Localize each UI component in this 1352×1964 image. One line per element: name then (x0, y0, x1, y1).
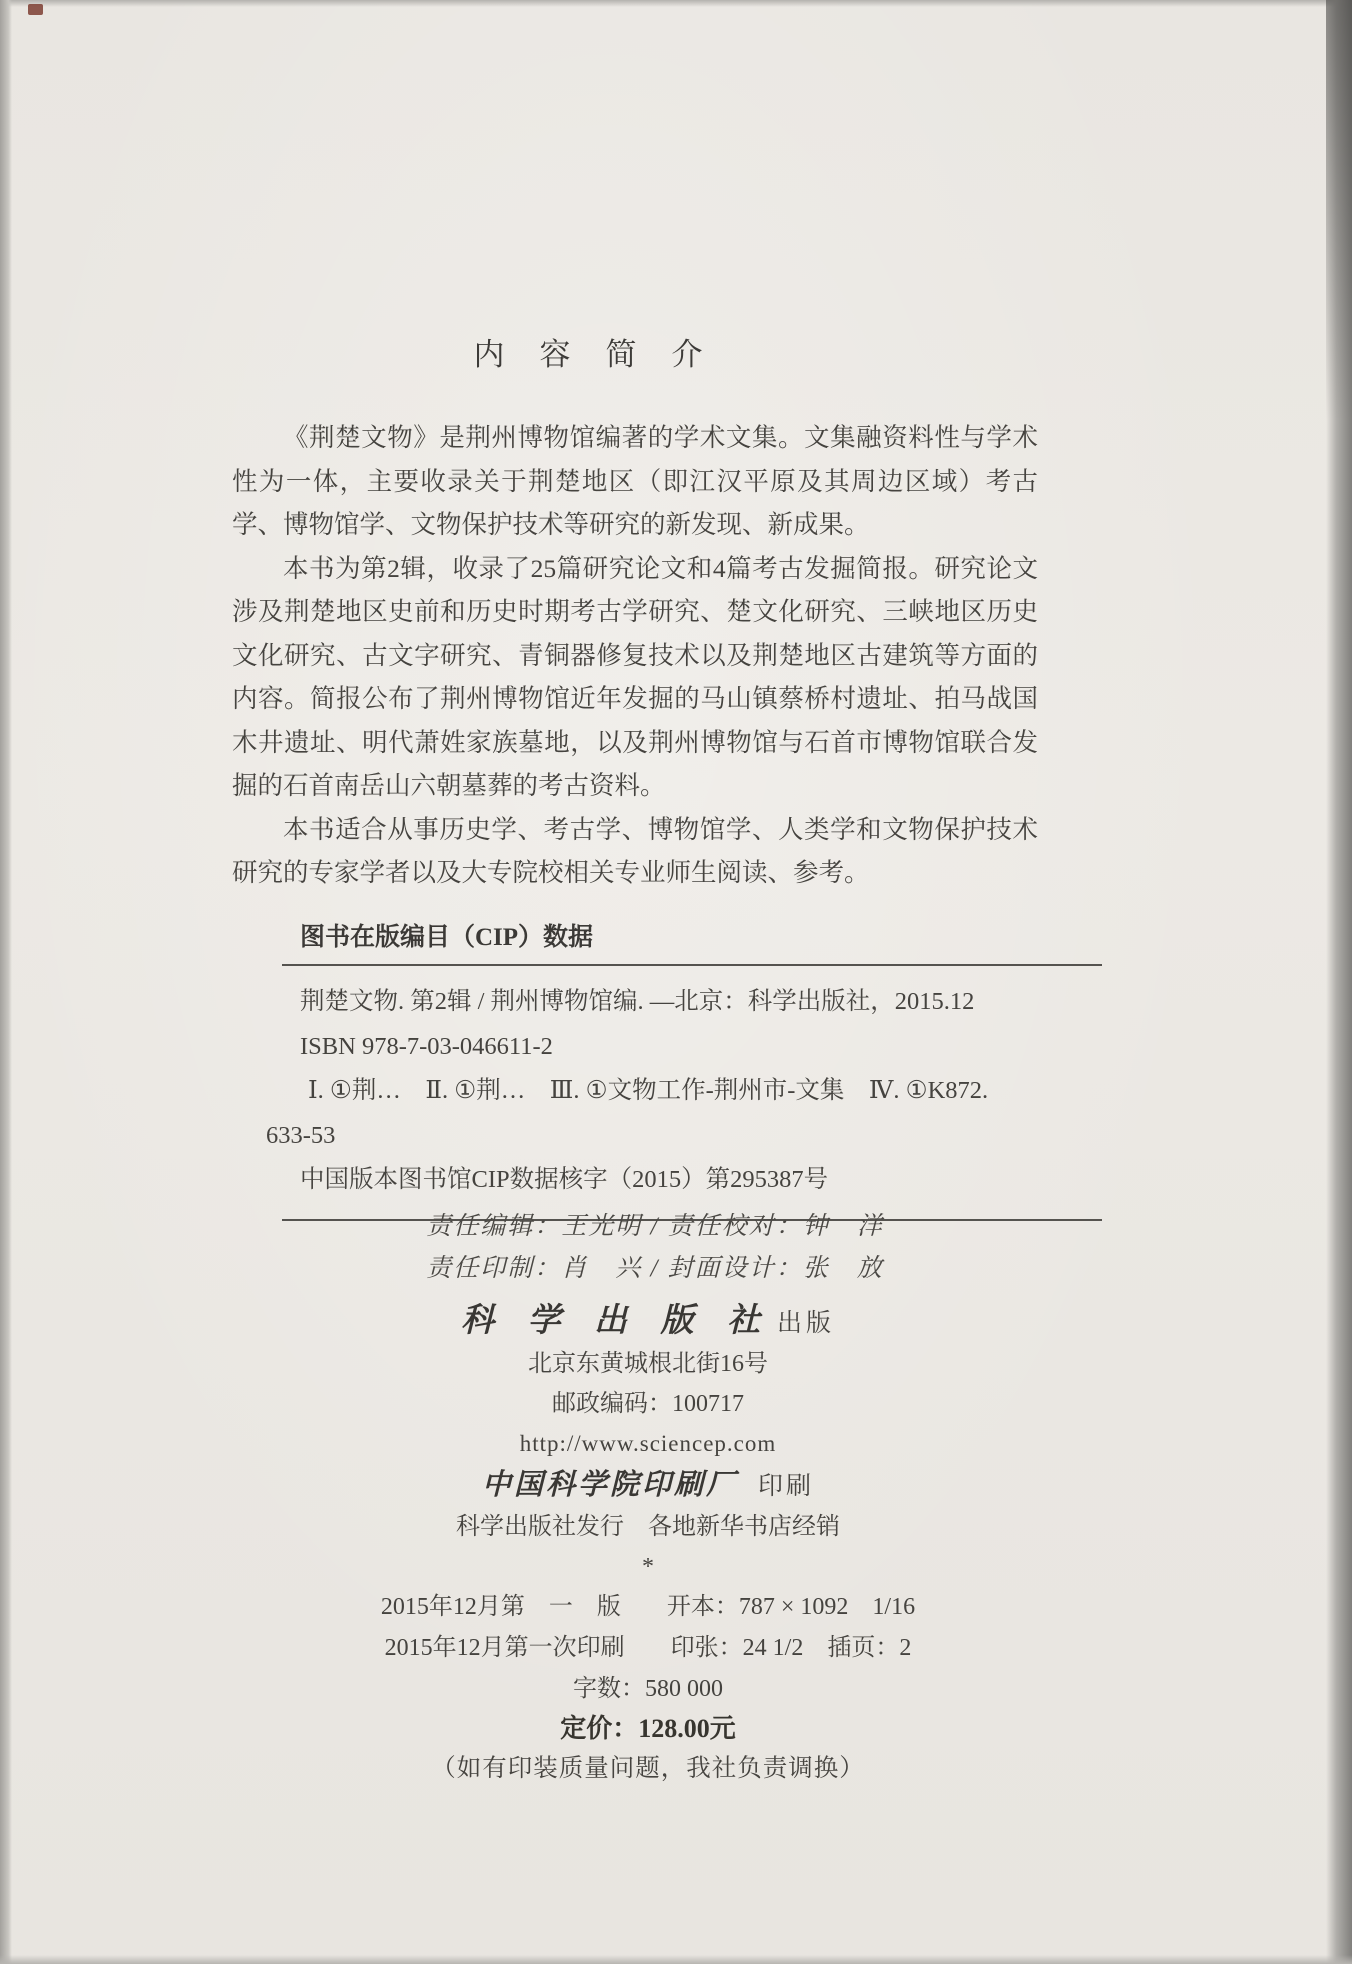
editor-proofreader-line: 责任编辑：王光明 / 责任校对：钟 洋 (426, 1213, 884, 1240)
printer-suffix: 印刷 (758, 1473, 815, 1500)
printing-date: 2015年12月第一次印刷 (384, 1635, 625, 1661)
publisher-logotype: 科 学 出 版 社 (461, 1300, 771, 1339)
content-summary-section (232, 336, 1038, 895)
website-url: http://www.sciencep.com (519, 1431, 777, 1456)
cip-rule-top (282, 964, 1102, 966)
summary-paragraph-2: 本书为第2辑，收录了25篇研究论文和4篇考古发掘简报。研究论文涉及荆楚地区史前和历史时期考古学研究、楚文化研究、三峡地区历史文化研究、古文字研究、青铜器修复技术以及荆楚地区古建筑等方面的内容。简报公布了荆州博物馆近年发掘的马山镇蔡桥村遗址、拍马战国木井遗址、明代萧姓家族墓地，以及荆州博物馆与石首市博物馆联合发掘的石首南岳山六朝墓葬的考古资料。 (232, 553, 1038, 800)
staff-credits (0, 1206, 1310, 1290)
cip-heading: 图书在版编目（CIP）数据 (300, 924, 594, 951)
cip-title-line: 荆楚文物. 第2辑 / 荆州博物馆编. —北京：科学出版社，2015.12 (300, 988, 975, 1015)
cip-classification-continuation: 633-53 (266, 1121, 336, 1149)
separator-asterisk: * (642, 1554, 654, 1580)
publisher-suffix: 出版 (776, 1310, 835, 1337)
scan-artifact-mark (28, 4, 43, 15)
scan-edge-right (1326, 0, 1352, 1964)
distribution-line: 科学出版社发行 各地新华书店经销 (456, 1514, 840, 1540)
printer-logotype: 中国科学院印刷厂 (481, 1467, 738, 1501)
word-count-line: 字数：580 000 (573, 1676, 723, 1702)
scan-edge-bottom (0, 1955, 1352, 1964)
cip-record-number-line: 中国版本图书馆CIP数据核字（2015）第295387号 (300, 1166, 829, 1193)
edition-date: 2015年12月第 一 版 (380, 1594, 621, 1620)
printer-line (0, 1464, 1296, 1507)
cip-classification-line: Ⅰ. ①荆… Ⅱ. ①荆… Ⅲ. ①文物工作-荆州市-文集 Ⅳ. ①K872. (308, 1077, 989, 1104)
printer-designer-line: 责任印制：肖 兴 / 封面设计：张 放 (426, 1255, 884, 1282)
printing-line (0, 1628, 1296, 1669)
exchange-notice: （如有印装质量问题，我社负责调换） (431, 1755, 865, 1782)
summary-heading: 内 容 简 介 (473, 337, 705, 372)
format-spec: 开本：787 × 1092 1/16 (666, 1594, 916, 1620)
cip-lines (266, 980, 1102, 1203)
colophon (0, 1300, 1296, 1789)
publisher-address: 北京东黄城根北街16号 (528, 1351, 768, 1377)
edition-line (0, 1587, 1296, 1628)
sheets-inserts-spec: 印张：24 1/2 插页：2 (670, 1635, 912, 1661)
summary-paragraph-3: 本书适合从事历史学、考古学、博物馆学、人类学和文物保护技术研究的专家学者以及大专院校相关专业师生阅读、参考。 (232, 814, 1038, 887)
summary-paragraph-1: 《荆楚文物》是荆州博物馆编著的学术文集。文集融资料性与学术性为一体，主要收录关于荆楚地区（即江汉平原及其周边区域）考古学、博物馆学、文物保护技术等研究的新发现、新成果。 (232, 423, 1038, 539)
cip-data-block (266, 922, 1102, 1221)
scan-edge-top (0, 0, 1352, 7)
cip-isbn-line: ISBN 978-7-03-046611-2 (300, 1032, 553, 1060)
price-line: 定价：128.00元 (560, 1714, 736, 1743)
postcode-line: 邮政编码：100717 (552, 1391, 744, 1417)
publisher-line (0, 1300, 1296, 1344)
summary-paragraphs (232, 416, 1038, 895)
